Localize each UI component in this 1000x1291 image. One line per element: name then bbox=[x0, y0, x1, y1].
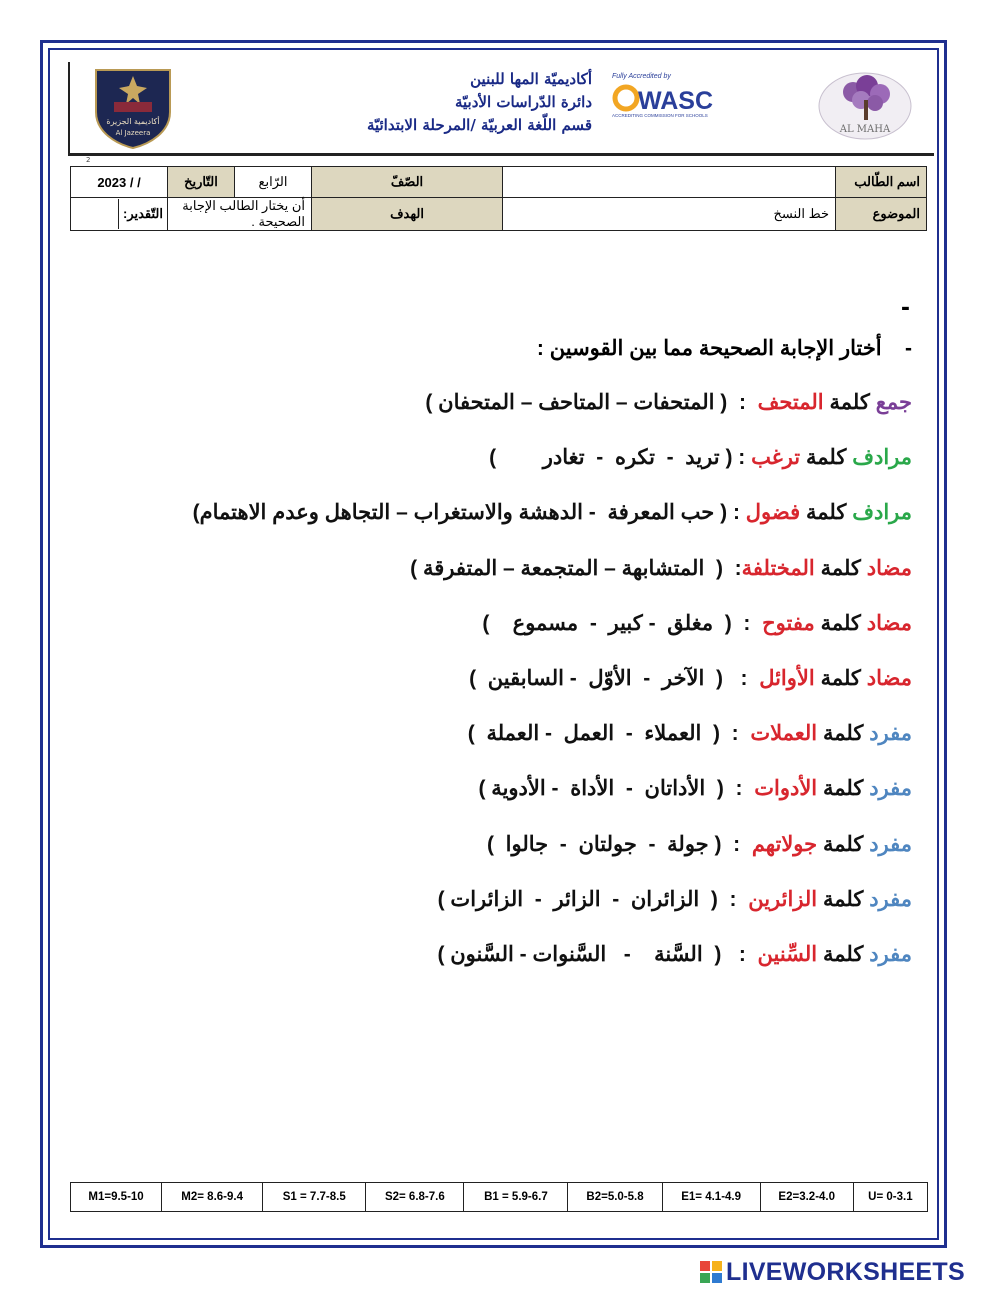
instruction-text: أختار الإجابة الصحيحة مما بين القوسين : bbox=[536, 337, 882, 360]
grade-range-cell: U= 0-3.1 bbox=[853, 1183, 927, 1212]
grades-table bbox=[70, 1182, 928, 1212]
grade-range-cell: M1=9.5-10 bbox=[71, 1183, 162, 1212]
liveworksheets-brand: LIVEWORKSHEETS bbox=[726, 1258, 965, 1286]
grade-field[interactable] bbox=[71, 199, 118, 229]
question-separator: : bbox=[723, 777, 755, 801]
question-type: مرادف bbox=[852, 446, 912, 470]
question-options[interactable]: ( تريد - تكره - تغادر ) bbox=[489, 446, 733, 470]
question-row bbox=[482, 611, 912, 636]
wasc-logo bbox=[608, 70, 748, 120]
class-value: الرّابع bbox=[235, 167, 312, 198]
question-options[interactable]: ( الآخر - الأوّل - السابقين ) bbox=[469, 667, 724, 690]
grade-range-cell: B1 = 5.9-6.7 bbox=[464, 1183, 568, 1212]
question-separator: : bbox=[732, 446, 752, 470]
question-word-label: كلمة bbox=[822, 777, 864, 801]
question-word: ترغب bbox=[751, 446, 801, 470]
grade-cell bbox=[71, 198, 168, 231]
question-type: مضاد bbox=[866, 667, 912, 690]
question-type: مضاد bbox=[866, 611, 912, 635]
question-row bbox=[437, 942, 912, 967]
school-title bbox=[300, 68, 592, 137]
question-options[interactable]: ( المتشابهة – المتجمعة – المتفرقة ) bbox=[410, 556, 723, 580]
question-word: السِّنين bbox=[757, 943, 818, 966]
school-name: أكاديميّة المها للبنين bbox=[470, 70, 592, 88]
question-word: الزائرين bbox=[748, 887, 818, 911]
question-row bbox=[468, 721, 912, 746]
grade-range-cell: S1 = 7.7-8.5 bbox=[263, 1183, 366, 1212]
liveworksheets-icon bbox=[700, 1261, 722, 1283]
question-row bbox=[438, 887, 912, 912]
question-separator: : bbox=[731, 611, 763, 635]
question-type: جمع bbox=[875, 391, 912, 414]
question-separator: : bbox=[721, 832, 752, 856]
grade-range-cell: B2=5.0-5.8 bbox=[568, 1183, 662, 1212]
question-type: مفرد bbox=[869, 943, 912, 966]
question-word-label: كلمة bbox=[822, 722, 864, 746]
question-type: مفرد bbox=[869, 777, 912, 801]
question-type: مفرد bbox=[869, 887, 912, 911]
question-word: جولاتهم bbox=[751, 832, 818, 856]
grade-label: التّقدير: bbox=[118, 199, 167, 229]
question-word-label: كلمة bbox=[806, 501, 847, 525]
question-separator: : bbox=[717, 887, 749, 911]
question-word-label: كلمة bbox=[822, 887, 864, 911]
instruction bbox=[537, 336, 912, 361]
question-word-label: كلمة bbox=[820, 611, 861, 635]
question-word-label: كلمة bbox=[829, 391, 870, 414]
svg-text:AL MAHA: AL MAHA bbox=[839, 124, 891, 135]
question-separator: : bbox=[723, 667, 760, 690]
svg-text:WASC: WASC bbox=[638, 87, 713, 115]
question-options[interactable]: ( حب المعرفة - الدهشة والاستغراب – التجاهل وعدم الاهتمام) bbox=[192, 501, 728, 525]
question-separator: : bbox=[719, 722, 751, 746]
question-word-label: كلمة bbox=[820, 667, 861, 690]
question-word: الأدوات bbox=[754, 777, 818, 801]
date-value[interactable]: 2023 / / bbox=[71, 167, 168, 198]
grade-range-cell: S2= 6.8-7.6 bbox=[366, 1183, 464, 1212]
question-row bbox=[193, 500, 912, 525]
question-row bbox=[489, 445, 912, 470]
question-word: المتحف bbox=[757, 391, 824, 414]
question-word: المختلفة bbox=[741, 556, 815, 580]
al-jazeera-logo bbox=[90, 66, 176, 150]
question-word: فضول bbox=[745, 501, 801, 525]
question-type: مفرد bbox=[869, 722, 912, 746]
question-separator: : bbox=[727, 501, 746, 525]
section-name: قسم اللّغة العربيّة /المرحلة الابتدائيّة bbox=[366, 116, 592, 134]
goal-label: الهدف bbox=[312, 198, 503, 231]
question-word-label: كلمة bbox=[822, 832, 864, 856]
small-mark: 2 bbox=[86, 156, 91, 164]
question-options[interactable]: ( الأداتان - الأداة - الأدوية ) bbox=[478, 777, 724, 801]
question-word: الأوائل bbox=[759, 667, 815, 690]
al-maha-logo bbox=[815, 70, 915, 146]
question-type: مرادف bbox=[852, 501, 912, 525]
question-options[interactable]: ( السَّنة - السَّنوات - السَّنون ) bbox=[437, 943, 722, 966]
question-separator: : bbox=[722, 556, 742, 580]
topic-label: الموضوع bbox=[836, 198, 927, 231]
student-info-table bbox=[70, 166, 927, 231]
question-row bbox=[478, 776, 912, 801]
question-word: العملات bbox=[750, 722, 818, 746]
department-name: دائرة الدّراسات الأدبيّة bbox=[454, 93, 592, 111]
question-row bbox=[469, 666, 912, 691]
question-row bbox=[425, 390, 912, 415]
student-name-label: اسم الطّالب bbox=[836, 167, 927, 198]
grades-row bbox=[71, 1183, 928, 1212]
question-options[interactable]: ( مغلق - كبير - مسموع ) bbox=[482, 611, 732, 635]
dash-line: - bbox=[900, 296, 910, 321]
question-type: مفرد bbox=[869, 832, 912, 856]
question-word-label: كلمة bbox=[822, 943, 864, 966]
class-label: الصّفّ bbox=[312, 167, 503, 198]
question-options[interactable]: ( المتحفات – المتاحف – المتحفان ) bbox=[425, 391, 728, 414]
svg-text:ACCREDITING COMMISSION FOR SCH: ACCREDITING COMMISSION FOR SCHOOLS bbox=[612, 113, 708, 118]
instruction-bullet: - bbox=[905, 337, 912, 360]
question-separator: : bbox=[727, 391, 758, 414]
question-options[interactable]: ( الزائران - الزائر - الزائرات ) bbox=[437, 887, 718, 911]
grade-range-cell: E1= 4.1-4.9 bbox=[662, 1183, 760, 1212]
student-name-field[interactable] bbox=[503, 167, 836, 198]
grade-range-cell: M2= 8.6-9.4 bbox=[162, 1183, 263, 1212]
date-label: التّاريخ bbox=[168, 167, 235, 198]
question-word-label: كلمة bbox=[806, 446, 847, 470]
question-options[interactable]: ( العملاء - العمل - العملة ) bbox=[467, 722, 720, 746]
question-word: مفتوح bbox=[762, 611, 815, 635]
goal-value: أن يختار الطالب الإجابة الصحيحة . bbox=[168, 198, 312, 231]
question-row bbox=[487, 832, 912, 857]
question-options[interactable]: ( جولة - جولتان - جالوا ) bbox=[486, 832, 722, 856]
grade-range-cell: E2=3.2-4.0 bbox=[760, 1183, 853, 1212]
topic-value: خط النسخ bbox=[503, 198, 836, 231]
question-word-label: كلمة bbox=[820, 556, 861, 580]
svg-text:Fully Accredited by: Fully Accredited by bbox=[612, 73, 671, 80]
svg-text:Al Jazeera: Al Jazeera bbox=[115, 129, 151, 137]
svg-text:أكاديمية الجزيرة: أكاديمية الجزيرة bbox=[106, 117, 160, 126]
question-type: مضاد bbox=[866, 556, 912, 580]
question-separator: : bbox=[721, 943, 758, 966]
question-row bbox=[410, 556, 912, 581]
